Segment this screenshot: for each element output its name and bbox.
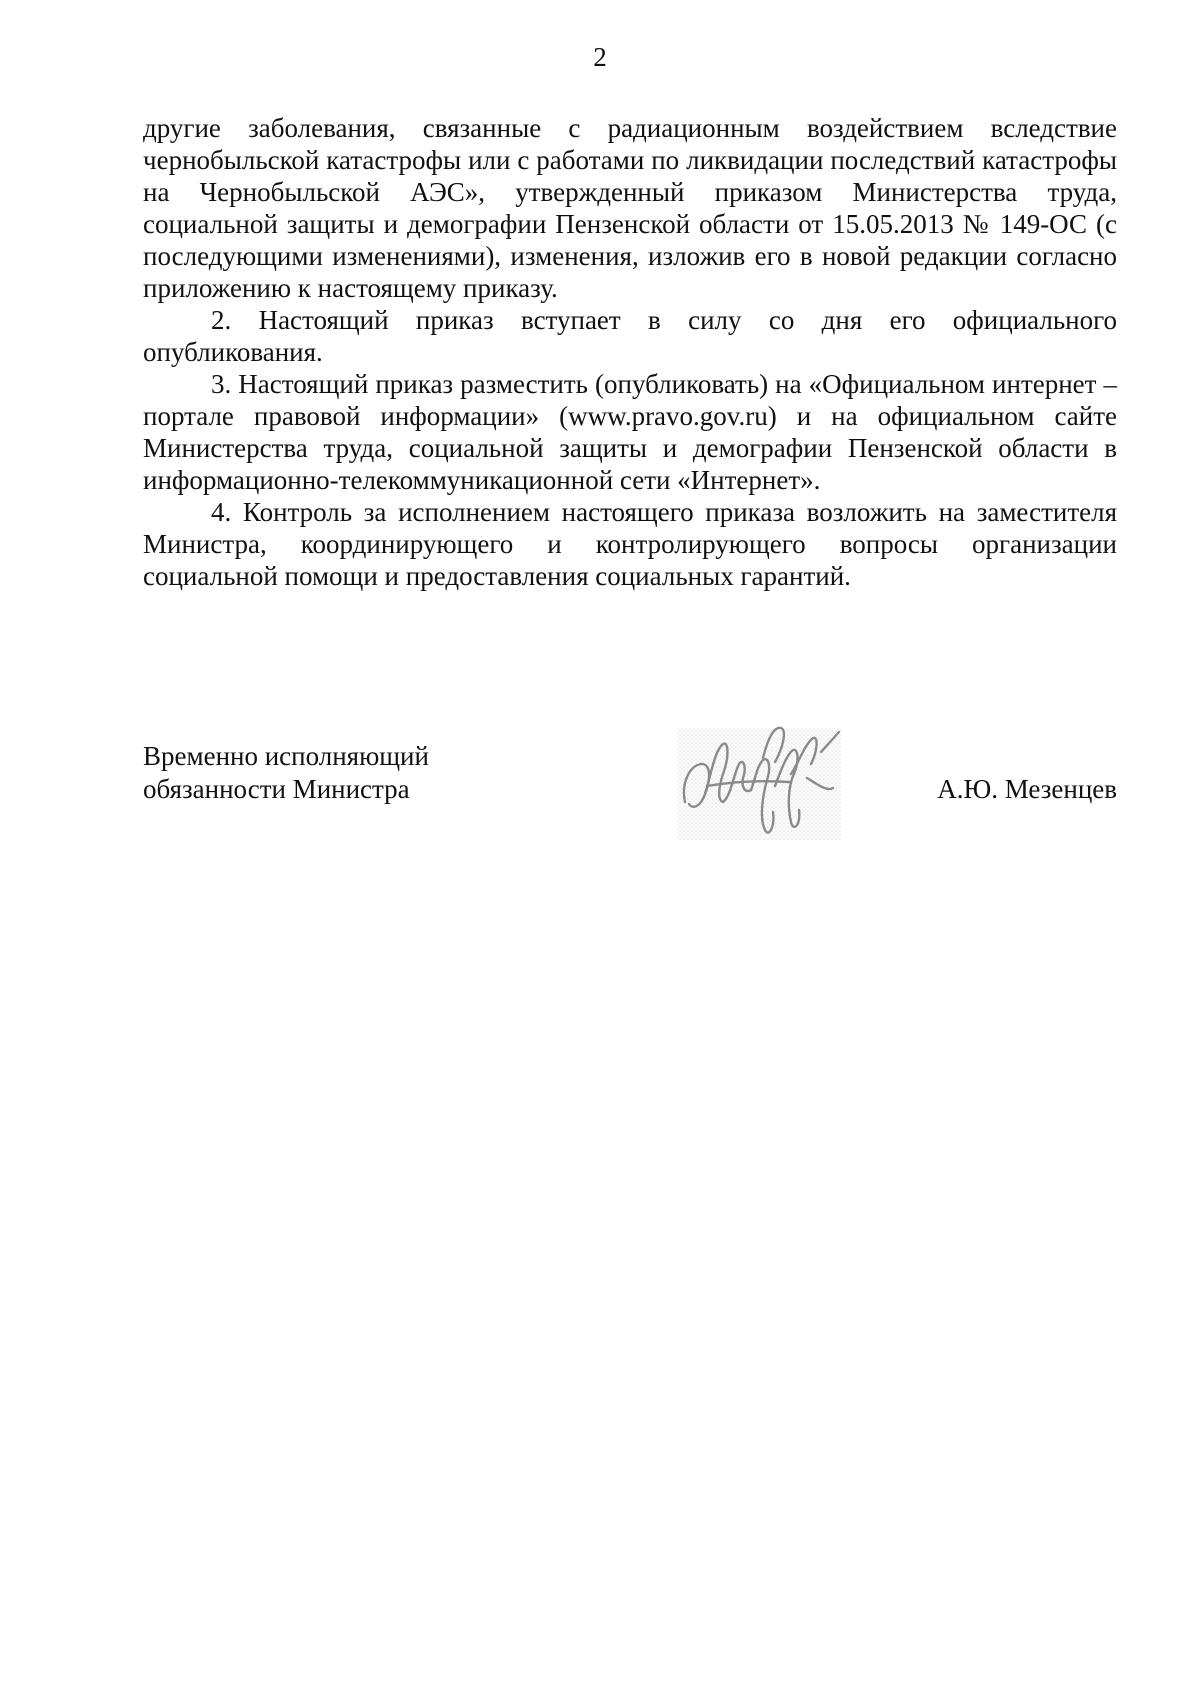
paragraph-item-4: 4. Контроль за исполнением настоящего приказа возложить на заместителя Министра, координирующего и контролирующего вопросы организации социальной помощи и предоставления социальных гарантий. <box>143 497 1117 591</box>
signer-title <box>143 740 429 806</box>
document-body <box>143 112 1117 592</box>
signature-block <box>143 740 1117 870</box>
signer-name: А.Ю. Мезенцев <box>937 774 1117 804</box>
paragraph-continuation: другие заболевания, связанные с радиационным воздействием вследствие чернобыльской катастрофы или с работами по ликвидации последствий катастрофы на Чернобыльской АЭС», утвержденный приказом Министерства труда, социальной защиты и демографии Пензенской области от 15.05.2013 № 149-ОС (с последующими изменениями), изменения, изложив его в новой редакции согласно приложению к настоящему приказу. <box>143 113 1117 303</box>
page-number: 2 <box>593 42 607 72</box>
paragraph-item-3: 3. Настоящий приказ разместить (опубликовать) на «Официальном интернет – портале правовой информации» (www.pravo.gov.ru) и на официальном сайте Министерства труда, социальной защиты и демографии Пензенской области в информационно-телекоммуникационной сети «Интернет». <box>143 369 1117 495</box>
signer-title-line-1: Временно исполняющий <box>143 741 429 771</box>
signer-title-line-2: обязанности Министра <box>143 774 410 804</box>
handwritten-signature-icon <box>671 714 847 846</box>
paragraph-item-2: 2. Настоящий приказ вступает в силу со дня его официального опубликования. <box>143 305 1117 367</box>
